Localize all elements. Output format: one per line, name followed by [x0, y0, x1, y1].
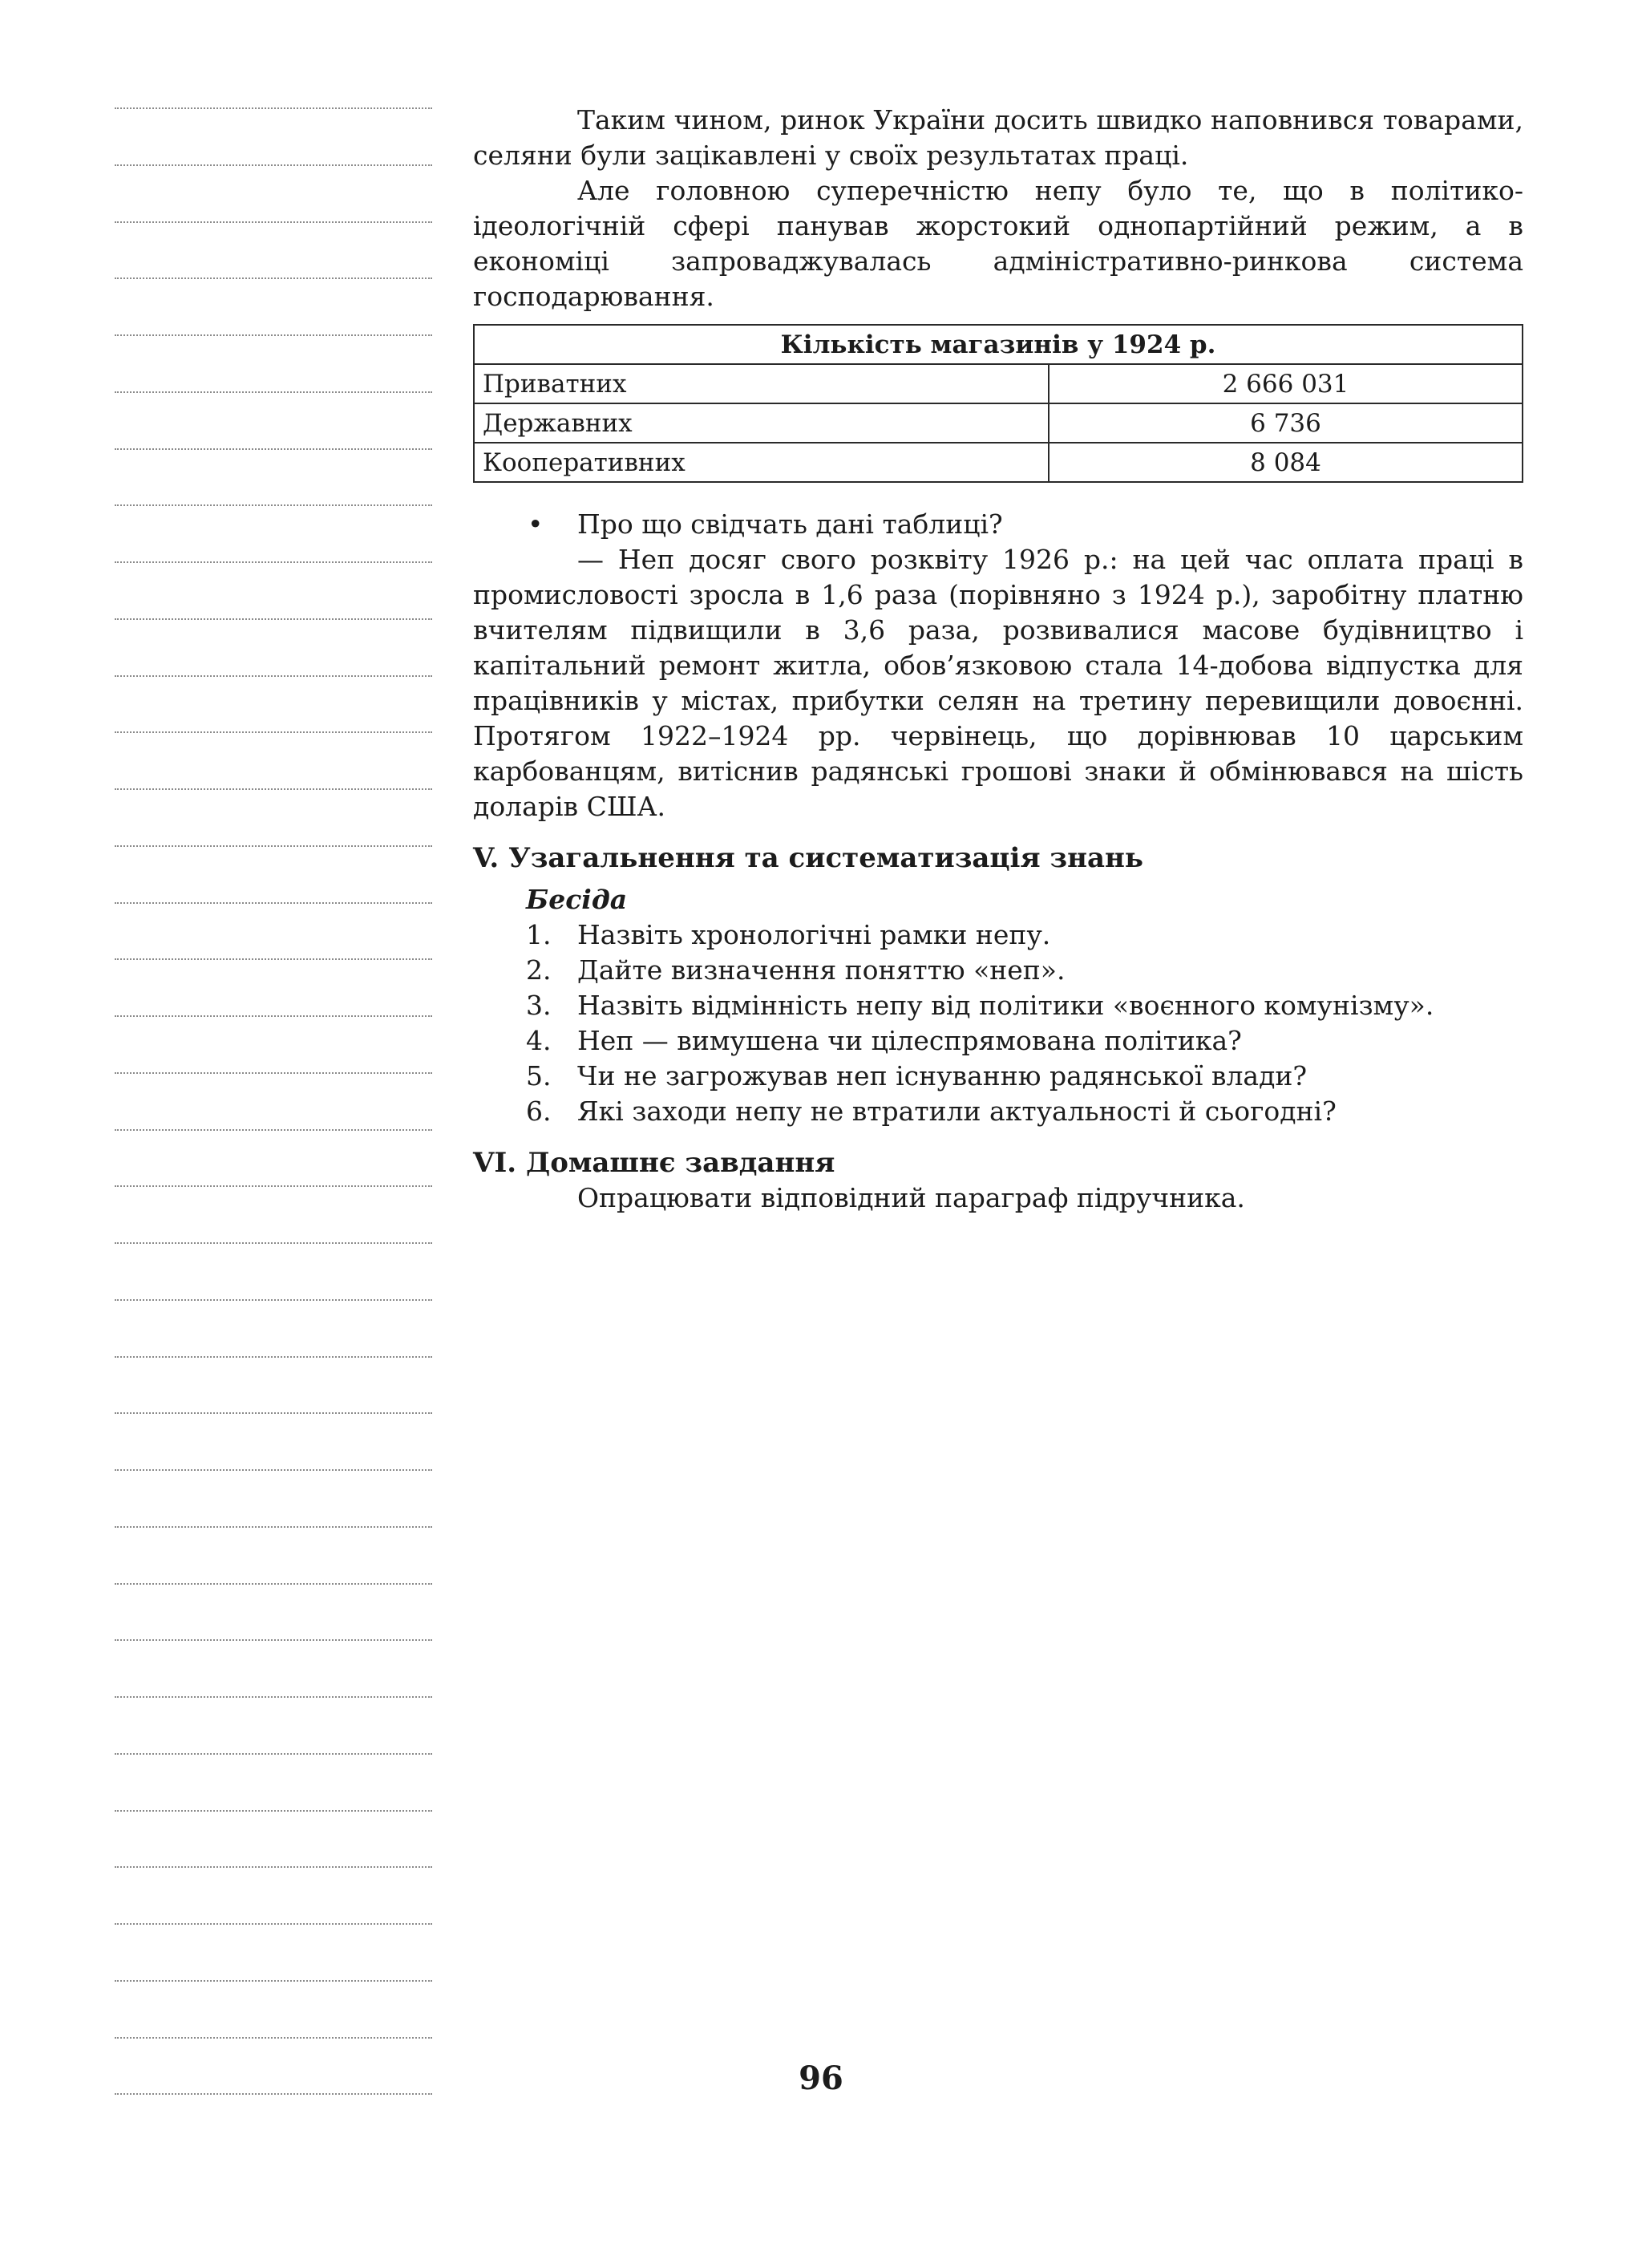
note-line — [115, 902, 432, 904]
note-line — [115, 788, 432, 790]
table-row — [474, 403, 1523, 443]
shops-table — [473, 324, 1523, 483]
note-line — [115, 1412, 432, 1414]
list-text: Назвіть відмінність непу від політики «воєнного комунізму». — [577, 990, 1434, 1021]
list-text: Дайте визначення поняттю «неп». — [577, 954, 1066, 986]
note-line — [115, 1639, 432, 1641]
note-line — [115, 1299, 432, 1301]
note-line — [115, 1129, 432, 1131]
table-cell-value: 8 084 — [1049, 443, 1523, 482]
list-number: 3. — [526, 990, 552, 1021]
bullet-text: Про що свідчать дані таблиці? — [577, 508, 1003, 540]
note-line — [115, 448, 432, 450]
note-line — [115, 1469, 432, 1471]
list-number: 4. — [526, 1025, 552, 1056]
note-line — [115, 1980, 432, 1982]
list-text: Які заходи непу не втратили актуальності й сьогодні? — [577, 1096, 1337, 1127]
section-subheading: Бесіда — [526, 884, 628, 915]
list-text: Назвіть хронологічні рамки непу. — [577, 919, 1051, 950]
notes-margin — [115, 0, 432, 2268]
table-cell-name: Приватних — [474, 364, 1049, 403]
list-item — [473, 917, 1523, 953]
table-header-row — [474, 325, 1523, 364]
note-line — [115, 1185, 432, 1187]
note-line — [115, 221, 432, 223]
note-line — [115, 1356, 432, 1358]
note-line — [115, 618, 432, 620]
paragraph: Таким чином, ринок України досить швидко наповнився товарами, селяни були зацікавлені у своїх результатах праці. — [473, 104, 1523, 171]
note-line — [115, 561, 432, 563]
bullet-question — [473, 507, 1523, 542]
section-heading: V. Узагальнення та систематизація знань — [473, 842, 1143, 874]
note-line — [115, 2037, 432, 2039]
note-line — [115, 1753, 432, 1755]
note-line — [115, 731, 432, 733]
table-cell-value: 2 666 031 — [1049, 364, 1523, 403]
note-line — [115, 164, 432, 166]
list-number: 6. — [526, 1096, 552, 1127]
note-line — [115, 277, 432, 279]
note-line — [115, 391, 432, 393]
table-cell-value: 6 736 — [1049, 403, 1523, 443]
list-number: 5. — [526, 1060, 552, 1091]
note-line — [115, 1526, 432, 1528]
note-line — [115, 334, 432, 336]
note-line — [115, 1242, 432, 1244]
list-item — [473, 1023, 1523, 1059]
table-row — [474, 443, 1523, 482]
note-line — [115, 1015, 432, 1017]
note-line — [115, 1072, 432, 1074]
page-number: 96 — [799, 2059, 843, 2097]
table-title: Кількість магазинів у 1924 р. — [474, 325, 1523, 364]
table-row — [474, 364, 1523, 403]
note-line — [115, 504, 432, 506]
page-content — [473, 103, 1523, 1216]
note-line — [115, 1810, 432, 1812]
bullet-icon: • — [528, 508, 544, 540]
question-list — [473, 917, 1523, 1129]
list-number: 1. — [526, 919, 552, 950]
list-text: Чи не загрожував неп існуванню радянської влади? — [577, 1060, 1308, 1091]
table-cell-name: Кооперативних — [474, 443, 1049, 482]
paragraph: Але головною суперечністю непу було те, що в політико-ідеологічній сфері панував жорстокий однопартійний режим, а в економіці запроваджувалась адміністративно-ринкова система господарювання. — [473, 175, 1523, 312]
note-line — [115, 1696, 432, 1698]
list-item — [473, 953, 1523, 988]
note-line — [115, 675, 432, 677]
note-line — [115, 845, 432, 847]
list-item — [473, 988, 1523, 1023]
note-line — [115, 1923, 432, 1925]
note-line — [115, 1866, 432, 1868]
list-number: 2. — [526, 954, 552, 986]
note-line — [115, 958, 432, 960]
homework-text: Опрацювати відповідний параграф підручника. — [577, 1182, 1245, 1213]
list-item — [473, 1059, 1523, 1094]
table-cell-name: Державних — [474, 403, 1049, 443]
list-text: Неп — вимушена чи цілеспрямована політика? — [577, 1025, 1242, 1056]
answer-paragraph: — Неп досяг свого розквіту 1926 р.: на цей час оплата праці в промисловості зросла в 1,6 раза (порівняно з 1924 р.), заробітну платню вчителям підвищили в 3,6 раза, розвивалися масове будівництво і капітальний ремонт житла, обов’язковою стала 14-добова відпустка для працівників у містах, прибутки селян на третину перевищили довоєнні. Протягом 1922–1924 рр. червінець, що дорівнював 10 царським карбованцям, витіснив радянські грошові знаки й обмінювався на шість доларів США. — [473, 544, 1523, 822]
note-line — [115, 107, 432, 109]
list-item — [473, 1094, 1523, 1129]
section-heading: VI. Домашнє завдання — [473, 1147, 835, 1179]
note-line — [115, 1583, 432, 1585]
